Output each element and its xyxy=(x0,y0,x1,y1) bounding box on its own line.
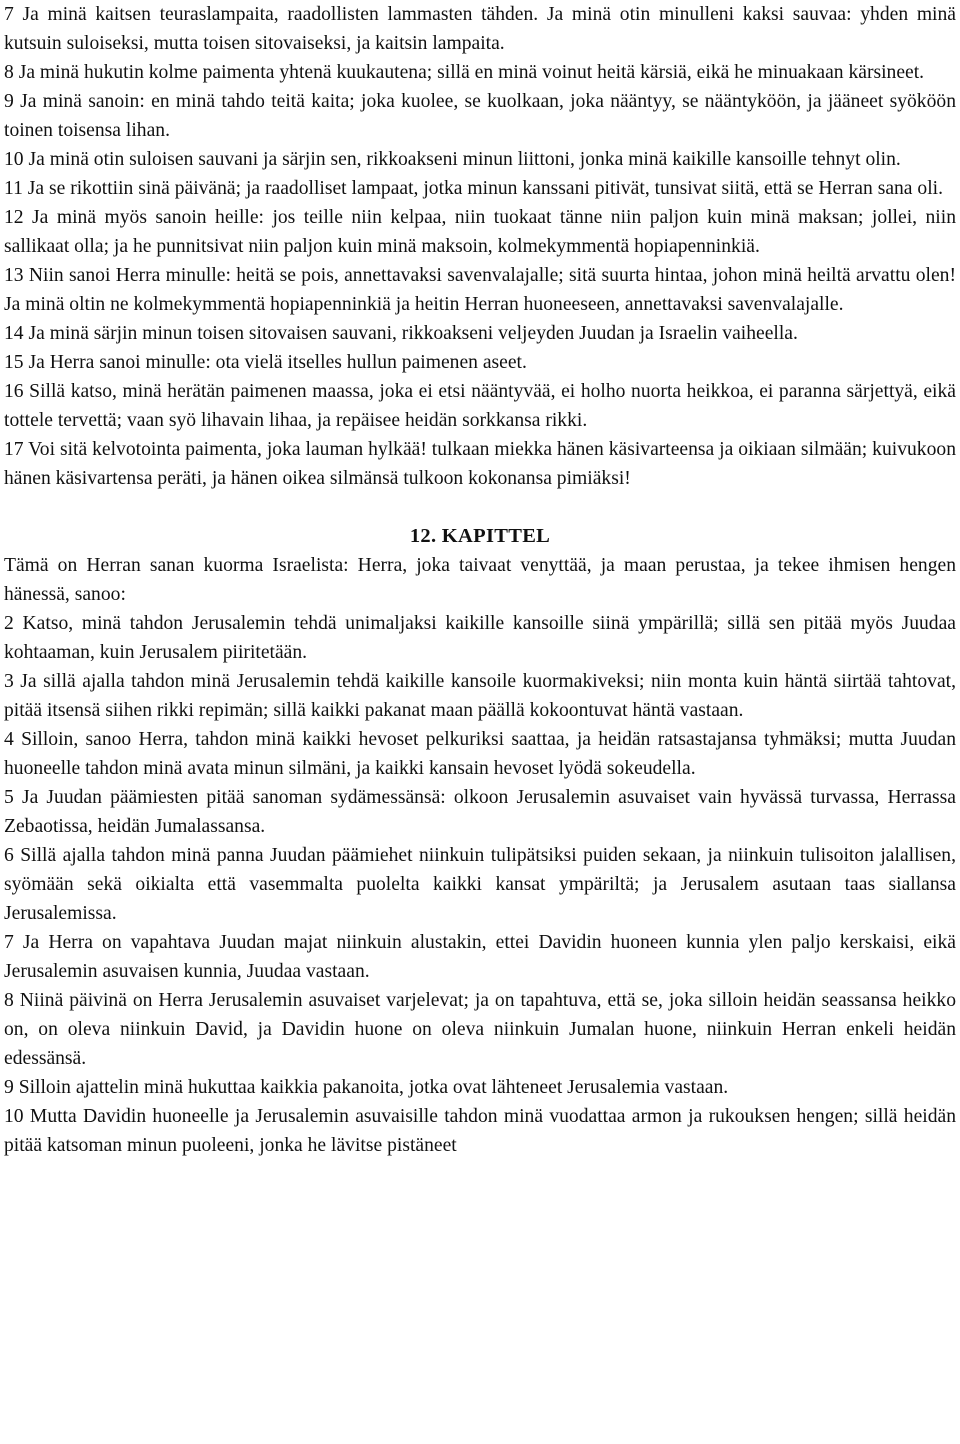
document-page xyxy=(4,0,956,1160)
verse-11: 11 Ja se rikottiin sinä päivänä; ja raadolliset lampaat, jotka minun kanssani pitivät, tunsivat siitä, että se Herran sana oli. xyxy=(4,178,943,199)
verse-17: 17 Voi sitä kelvotointa paimenta, joka lauman hylkää! tulkaan miekka hänen käsivarteensa ja oikiaan silmään; kuivukoon hänen käsivartensa peräti, ja hänen oikea silmänsä tulkoon kokonansa pimiäksi! xyxy=(4,439,956,489)
verse-5: 5 Ja Juudan päämiesten pitää sanoman sydämessänsä: olkoon Jerusalemin asuvaiset vain hyvässä turvassa, Herrassa Zebaotissa, heidän Jumalassansa. xyxy=(4,787,956,837)
verse-10: 10 Mutta Davidin huoneelle ja Jerusalemin asuvaisille tahdon minä vuodattaa armon ja rukouksen hengen; sillä heidän pitää katsoman minun puoleeni, jonka he lävitse pistäneet xyxy=(4,1106,956,1156)
verse-9: 9 Ja minä sanoin: en minä tahdo teitä kaita; joka kuolee, se kuolkaan, joka nääntyy, se nääntyköön, ja jääneet syököön toinen toisensa lihan. xyxy=(4,91,956,141)
verse-14: 14 Ja minä särjin minun toisen sitovaisen sauvani, rikkoakseni veljeyden Juudan ja Israelin vaiheella. xyxy=(4,323,798,344)
verse-15: 15 Ja Herra sanoi minulle: ota vielä itselles hullun paimenen aseet. xyxy=(4,352,527,373)
chapter-12-section xyxy=(4,551,956,1160)
verse-7: 7 Ja Herra on vapahtava Juudan majat niinkuin alustakin, ettei Davidin huoneen kunnia ylen paljo kerskaisi, eikä Jerusalemin asuvaisen kunnia, Juudaa vastaan. xyxy=(4,932,956,982)
verse-7: 7 Ja minä kaitsen teuraslampaita, raadollisten lammasten tähden. Ja minä otin minulleni kaksi sauvaa: yhden minä kutsuin suloiseksi, mutta toisen sitovaiseksi, ja kaitsin lampaita. xyxy=(4,4,956,54)
verse-3: 3 Ja sillä ajalla tahdon minä Jerusalemin tehdä kaikille kansoile kuormakiveksi; niin monta kuin häntä siirtää tahtovat, pitää itsensä siihen rikki repimän; sillä kaikki pakanat maan päällä kokoontuvat häntä vastaan. xyxy=(4,671,956,721)
verse-16: 16 Sillä katso, minä herätän paimenen maassa, joka ei etsi nääntyvää, ei holho nuorta heikkoa, ei paranna särjettyä, eikä tottele tervettä; vaan syö lihavain lihaa, ja repäisee heidän sorkkansa rikki. xyxy=(4,381,956,431)
verse-10: 10 Ja minä otin suloisen sauvani ja särjin sen, rikkoakseni minun liittoni, jonka minä kaikille kansoille tehnyt olin. xyxy=(4,149,901,170)
verse-8: 8 Ja minä hukutin kolme paimenta yhtenä kuukautena; sillä en minä voinut heitä kärsiä, eikä he minuakaan kärsineet. xyxy=(4,62,925,83)
verse-12: 12 Ja minä myös sanoin heille: jos teille niin kelpaa, niin tuokaat tänne niin paljon kuin minä maksan; jollei, niin sallikaat olla; ja he punnitsivat niin paljon kuin minä maksoin, kolmekymmentä hopiapenninkiä. xyxy=(4,207,956,257)
verse-8: 8 Niinä päivinä on Herra Jerusalemin asuvaiset varjelevat; ja on tapahtuva, että se, joka silloin heidän seassansa heikko on, on oleva niinkuin David, ja Davidin huone on oleva niinkuin Jumalan huone, niinkuin Herran enkeli heidän edessänsä. xyxy=(4,990,956,1069)
previous-chapter-section xyxy=(4,0,956,493)
verse-2: 2 Katso, minä tahdon Jerusalemin tehdä unimaljaksi kaikille kansoille siinä ympärillä; sillä sen pitää myös Juudaa kohtaaman, kuin Jerusalem piiritetään. xyxy=(4,613,956,663)
verse-13: 13 Niin sanoi Herra minulle: heitä se pois, annettavaksi savenvalajalle; sitä suurta hintaa, johon minä heiltä arvattu olen! Ja minä oltin ne kolmekymmentä hopiapenninkiä ja heitin Herran huoneeseen, annettavaksi savenvalajalle. xyxy=(4,265,956,315)
chapter-title: 12. KAPITTEL xyxy=(409,525,551,547)
verse-9: 9 Silloin ajattelin minä hukuttaa kaikkia pakanoita, jotka ovat lähteneet Jerusalemia vastaan. xyxy=(4,1077,729,1098)
verse-4: 4 Silloin, sanoo Herra, tahdon minä kaikki hevoset pelkuriksi saattaa, ja heidän ratsastajansa tyhmäksi; mutta Juudan huoneelle tahdon minä avata minun silmäni, ja kaikki kansain hevoset lyödä sokeudella. xyxy=(4,729,956,779)
verse-1: Tämä on Herran sanan kuorma Israelista: Herra, joka taivaat venyttää, ja maan perustaa, ja tekee ihmisen hengen hänessä, sanoo: xyxy=(4,555,956,605)
verse-6: 6 Sillä ajalla tahdon minä panna Juudan päämiehet niinkuin tulipätsiksi puiden sekaan, ja niinkuin tulisoiton jalallisen, syömään sekä oikialta että vasemmalta puolelta kaikki kansat ympäriltä; ja Jerusalem asutaan taas siallansa Jerusalemissa. xyxy=(4,845,956,924)
